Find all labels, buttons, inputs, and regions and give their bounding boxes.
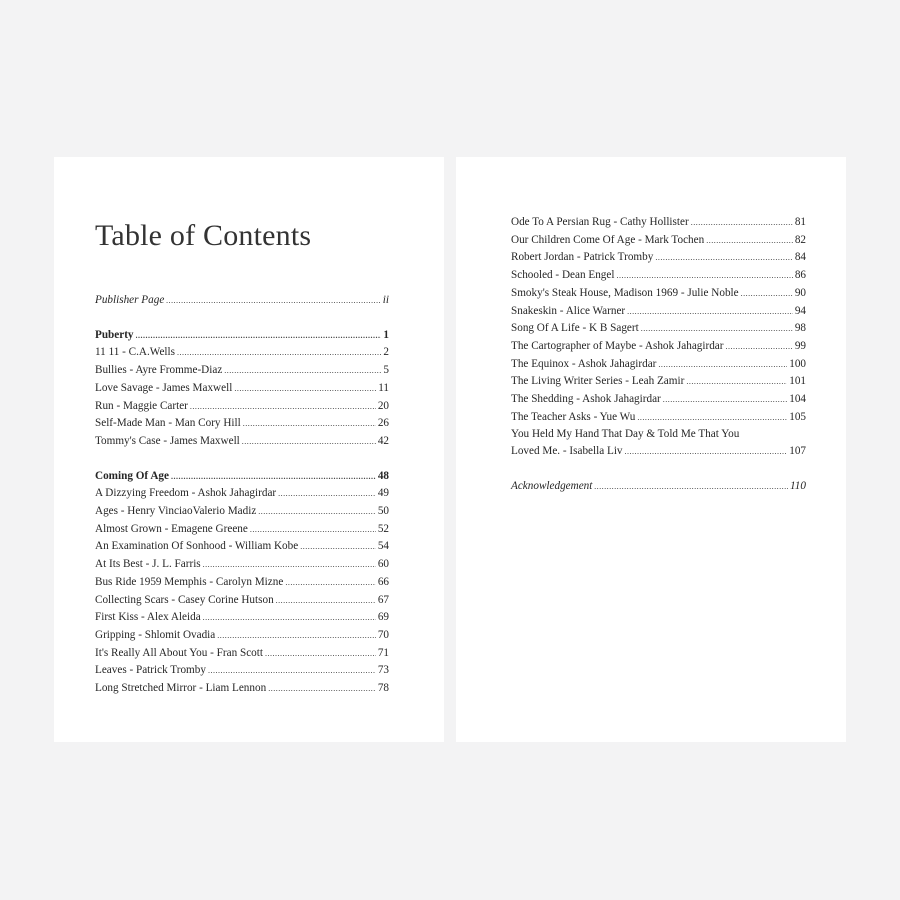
page-title: Table of Contents [95,219,312,252]
dot-leader [663,392,787,409]
toc-entry-label: A Dizzying Freedom - Ashok Jahagirdar [95,487,277,500]
toc-entry[interactable] [95,627,389,645]
dot-leader [217,628,376,645]
dot-leader [741,286,793,303]
dot-leader [691,215,793,232]
toc-entry-label: Song Of A Life - K B Sagert [511,322,639,335]
toc-section-page: 48 [377,469,389,482]
dot-leader [285,575,376,592]
toc-entry-page: 54 [377,540,389,553]
dot-leader [258,504,376,521]
toc-section-label: Coming Of Age [95,469,169,482]
toc-entry-page: 49 [377,487,389,500]
toc-entry[interactable] [95,556,389,574]
dot-leader [616,268,792,285]
toc-entry-label: Acknowledgement [511,479,593,492]
toc-entry-label: Gripping - Shlomit Ovadia [95,628,216,641]
dot-leader [243,416,376,433]
toc-entry-page: 94 [794,304,806,317]
toc-entry[interactable] [511,303,806,321]
toc-entry-label: Ages - Henry VinciaoValerio Madiz [95,505,257,518]
toc-entry[interactable] [95,344,389,362]
dot-leader [208,663,376,680]
dot-leader [234,381,376,398]
toc-entry-label: Collecting Scars - Casey Corine Hutson [95,593,274,606]
toc-section-heading[interactable] [95,327,389,345]
toc-entry-page: 107 [789,445,806,458]
dot-leader [726,339,793,356]
toc-entry-label: Tommy's Case - James Maxwell [95,434,240,447]
toc-entry-label: The Teacher Asks - Yue Wu [511,410,636,423]
toc-entry-page: 105 [789,410,806,423]
toc-entry-page: 71 [377,646,389,659]
toc-entry-page: 26 [377,417,389,430]
toc-entry[interactable] [95,521,389,539]
dot-leader [190,399,376,416]
toc-entry-page: 5 [383,364,389,377]
toc-entry[interactable] [95,398,389,416]
toc-entry-label: Loved Me. - Isabella Liv [511,445,623,458]
toc-entry[interactable] [95,609,389,627]
toc-entry-page: 67 [377,593,389,606]
toc-entry-page: 81 [794,216,806,228]
toc-entry-page: 20 [377,399,389,412]
toc-entry-page: 52 [377,522,389,535]
dot-leader [203,557,376,574]
toc-entry[interactable] [511,391,806,409]
toc-entry-label: Snakeskin - Alice Warner [511,304,626,317]
dot-leader [268,681,376,698]
toc-entry[interactable] [511,249,806,267]
toc-entry[interactable] [95,662,389,680]
toc-entry-page: 69 [377,611,389,624]
toc-entry-acknowledgement[interactable] [511,478,806,496]
toc-entry-label: Smoky's Steak House, Madison 1969 - Julie Noble [511,286,739,299]
toc-entry-label: An Examination Of Sonhood - William Kobe [95,540,299,553]
toc-entry-page: 100 [789,357,806,370]
toc-entry-label: 11 11 - C.A.Wells [95,346,175,359]
dot-leader [641,321,793,338]
toc-entry-label: It's Really All About You - Fran Scott [95,646,263,659]
toc-entry[interactable] [95,680,389,698]
toc-entry-label: Schooled - Dean Engel [511,269,615,282]
toc-entry-page: 98 [794,322,806,335]
toc-section-page: 1 [383,328,389,341]
toc-entry[interactable] [95,592,389,610]
toc-entry[interactable] [511,356,806,374]
dot-leader [242,434,376,451]
dot-leader [300,539,376,556]
dot-leader [177,345,381,362]
dot-leader [658,357,787,374]
toc-entry-label: Publisher Page [95,294,165,306]
toc-entry-label: Leaves - Patrick Tromby [95,664,206,677]
toc-entry[interactable] [95,503,389,521]
toc-entry-page: 60 [377,558,389,571]
toc-entry-page: 82 [794,233,806,246]
toc-entry-label: The Living Writer Series - Leah Zamir [511,375,685,388]
dot-leader [265,646,376,663]
dot-leader [136,328,382,345]
toc-entry-label: Our Children Come Of Age - Mark Tochen [511,233,705,246]
dot-leader [224,363,381,380]
dot-leader [686,374,787,391]
toc-entry-page: 66 [377,575,389,588]
toc-entry-label: Ode To A Persian Rug - Cathy Hollister [511,216,689,228]
toc-entry-page: 50 [377,505,389,518]
toc-entry[interactable] [95,433,389,451]
toc-entry-page: 84 [794,251,806,264]
toc-entry-label: The Cartographer of Maybe - Ashok Jahagirdar [511,339,724,352]
toc-entry-label: Run - Maggie Carter [95,399,188,412]
toc-entry-label: Self-Made Man - Man Cory Hill [95,417,241,430]
toc-entry-label: At Its Best - J. L. Farris [95,558,201,571]
toc-entry-page: 110 [790,479,806,492]
dot-leader [276,593,376,610]
dot-leader [203,610,376,627]
toc-entry-page: 42 [377,434,389,447]
toc-entry[interactable] [511,409,806,427]
toc-entry-page: ii [382,294,389,306]
toc-entry-label: Bus Ride 1959 Memphis - Carolyn Mizne [95,575,284,588]
dot-leader [625,444,788,461]
toc-entry[interactable] [511,320,806,338]
toc-entry-label: Long Stretched Mirror - Liam Lennon [95,682,267,695]
toc-entry-page: 104 [789,393,806,406]
toc-entry-page: 78 [377,682,389,695]
toc-entry-page: 86 [794,269,806,282]
dot-leader [171,469,376,486]
toc-entry[interactable] [511,373,806,391]
toc-entry-page: 90 [794,286,806,299]
toc-entry[interactable] [511,267,806,285]
dot-leader [627,304,793,321]
toc-entry[interactable] [95,415,389,433]
toc-entry[interactable] [511,285,806,303]
toc-entry[interactable] [511,338,806,356]
toc-entry-page: 70 [377,628,389,641]
toc-entry-page: 101 [789,375,806,388]
toc-entry[interactable] [511,214,806,232]
toc-entry-label: Love Savage - James Maxwell [95,381,233,394]
toc-entry[interactable] [511,443,806,461]
toc-entry-label: First Kiss - Alex Aleida [95,611,201,624]
toc-entry[interactable] [95,645,389,663]
toc-entry[interactable] [95,485,389,503]
toc-entry-label: Robert Jordan - Patrick Tromby [511,251,654,264]
toc-entry-page: 2 [383,346,389,359]
dot-leader [166,293,380,310]
toc-entry-label: Almost Grown - Emagene Greene [95,522,248,535]
toc-entry[interactable] [95,574,389,592]
toc-entry[interactable] [511,232,806,250]
dot-leader [250,522,376,539]
toc-entry-wrapped-line[interactable]: You Held My Hand That Day & Told Me That You [511,428,740,441]
toc-entry-label: The Equinox - Ashok Jahagirdar [511,357,657,370]
dot-leader [706,233,793,250]
right-page [456,157,846,742]
toc-entry-page: 73 [377,664,389,677]
dot-leader [655,250,792,267]
dot-leader [594,479,788,496]
toc-entry-page: 99 [794,339,806,352]
dot-leader [278,486,376,503]
toc-section-heading[interactable] [95,468,389,486]
left-page [54,157,444,742]
toc-entry-label: Bullies - Ayre Fromme-Diaz [95,364,223,377]
toc-entry-publisher-page[interactable] [95,292,389,310]
toc-entry[interactable] [95,538,389,556]
toc-entry-label: The Shedding - Ashok Jahagirdar [511,393,661,406]
toc-section-label: Puberty [95,328,134,341]
dot-leader [637,410,787,427]
toc-entry-page: 11 [378,381,389,394]
toc-entry[interactable] [95,362,389,380]
toc-entry[interactable] [95,380,389,398]
